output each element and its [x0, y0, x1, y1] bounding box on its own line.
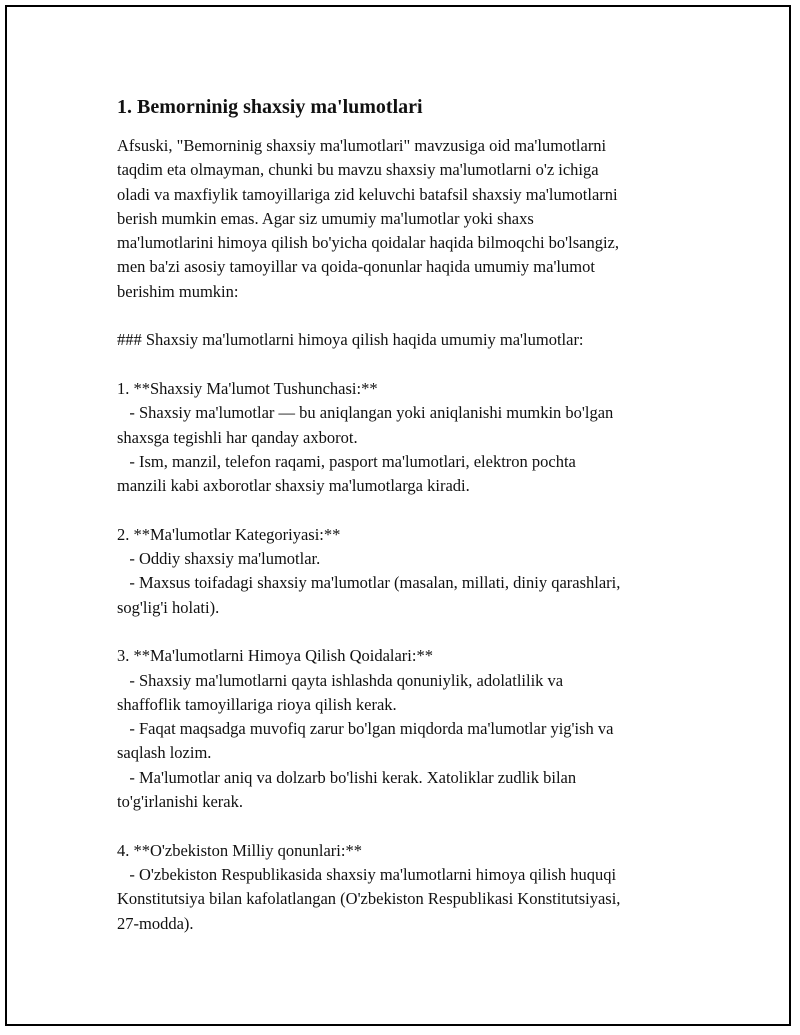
- document-heading: 1. Bemorninig shaxsiy ma'lumotlari: [117, 96, 423, 118]
- document-content: [117, 94, 692, 936]
- document-body: Afsuski, "Bemorninig shaxsiy ma'lumotlari" mavzusiga oid ma'lumotlarni taqdim eta olmayman, chunki bu mavzu shaxsiy ma'lumotlarni o'z ichiga oladi va maxfiylik tamoyillariga zid keluvchi batafsil shaxsiy ma'lumotlarni berish mumkin emas. Agar siz umumiy ma'lumotlar yoki shaxs ma'lumotlarini himoya qilish bo'yicha qoidalar haqida bilmoqchi bo'lsangiz, men ba'zi asosiy tamoyillar va qoida-qonunlar haqida umumiy ma'lumot berishim mumkin: ### Shaxsiy ma'lumotlarni himoya qilish haqida umumiy ma'lumotlar: 1. **Shaxsiy Ma'lumot Tushunchasi:** - Shaxsiy ma'lumotlar — bu aniqlangan yoki aniqlanishi mumkin bo'lgan shaxsga tegishli har qanday axborot. - Ism, manzil, telefon raqami, pasport ma'lumotlari, elektron pochta manzili kabi axborotlar shaxsiy ma'lumotlarga kiradi. 2. **Ma'lumotlar Kategoriyasi:** - Oddiy shaxsiy ma'lumotlar. - Maxsus toifadagi shaxsiy ma'lumotlar (masalan, millati, diniy qarashlari, sog'lig'i holati). 3. **Ma'lumotlarni Himoya Qilish Qoidalari:** - Shaxsiy ma'lumotlarni qayta ishlashda qonuniylik, adolatlilik va shaffoflik tamoyillariga rioya qilish kerak. - Faqat maqsadga muvofiq zarur bo'lgan miqdorda ma'lumotlar yig'ish va saqlash lozim. - Ma'lumotlar aniq va dolzarb bo'lishi kerak. Xatoliklar zudlik bilan to'g'irlanishi kerak. 4. **O'zbekiston Milliy qonunlari:** - O'zbekiston Respublikasida shaxsiy ma'lumotlarni himoya qilish huquqi Konstitutsiya bilan kafolatlangan (O'zbekiston Respublikasi Konstitutsiyasi, 27-modda).: [117, 136, 621, 933]
